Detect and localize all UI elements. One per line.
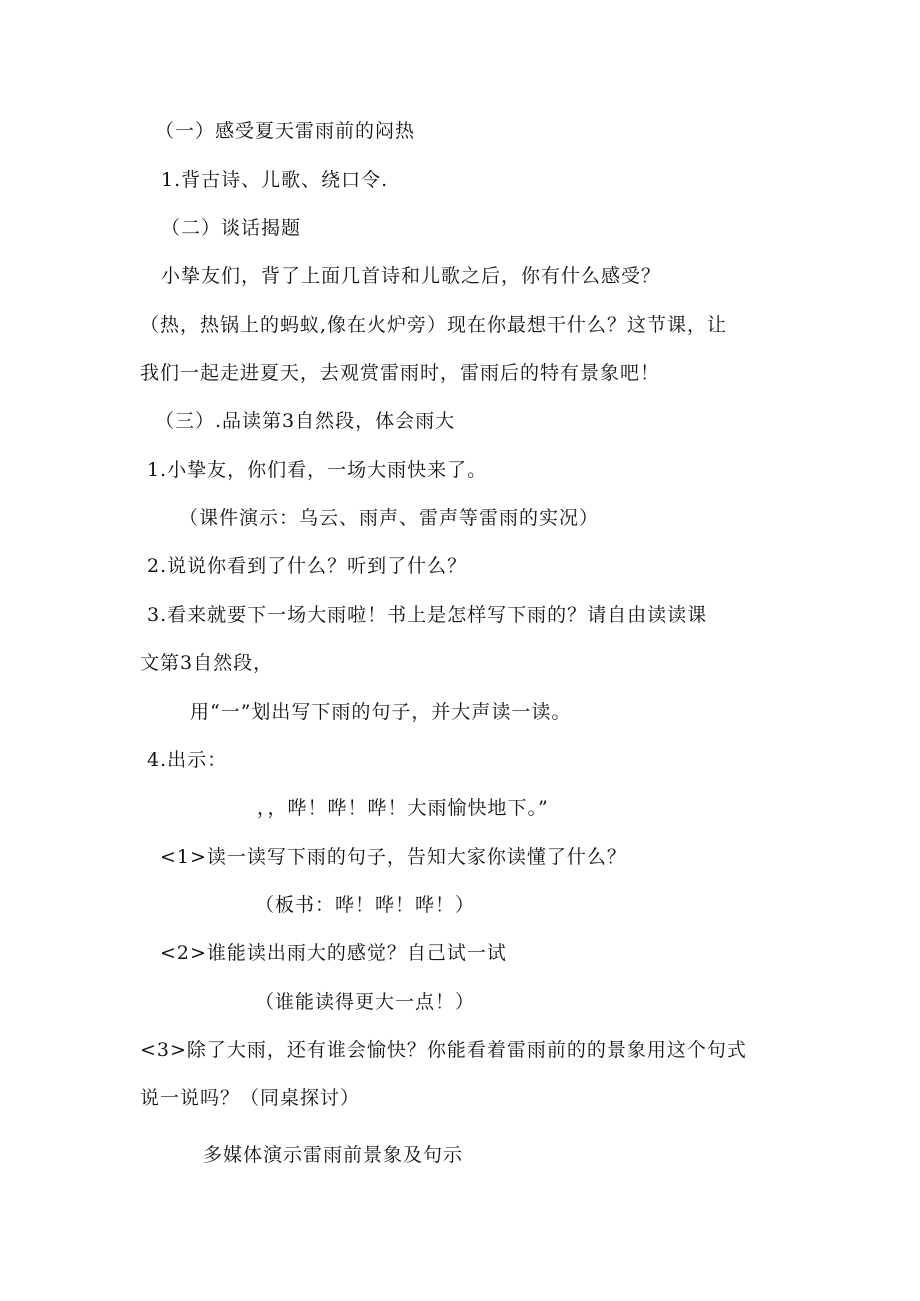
list-item: <1>读一读写下雨的句子，告知大家你读懂了什么？	[160, 846, 627, 868]
list-item: <2>谁能读出雨大的感觉？自己试一试	[160, 942, 507, 964]
list-item: 3.看来就要下一场大雨啦！书上是怎样写下雨的？请自由读读课	[147, 604, 708, 626]
paragraph-line: 我们一起走进夏天，去观赏雷雨时，雷雨后的特有景象吧！	[140, 362, 661, 384]
paragraph-line: （板书：哗！哗！哗！）	[255, 894, 476, 916]
quoted-sentence: ，，哗！哗！哗！大雨愉快地下。”	[257, 797, 549, 819]
section-heading-1: （一）感受夏天雷雨前的闷热	[155, 120, 416, 142]
paragraph-line: 用“一”划出写下雨的句子，并大声读一读。	[190, 701, 572, 723]
section-heading-2: （二）谈话揭题	[161, 217, 302, 239]
section-heading-3: （三）.品读第3自然段，体会雨大	[155, 410, 456, 432]
paragraph-line: 文第3自然段，	[140, 652, 274, 674]
paragraph-line: （课件演示：乌云、雨声、雷声等雷雨的实况）	[179, 507, 600, 529]
paragraph-line: 小挚友们，背了上面几首诗和儿歌之后，你有什么感受？	[161, 265, 662, 287]
list-item: 4.出示：	[147, 749, 228, 771]
paragraph-line: 多媒体演示雷雨前景象及句示	[203, 1144, 464, 1166]
paragraph-line: 说一说吗？（同桌探讨）	[140, 1087, 361, 1109]
paragraph-line: 1.背古诗、儿歌、绕口令.	[161, 169, 389, 191]
list-item: <3>除了大雨，还有谁会愉快？你能看着雷雨前的的景象用这个句式	[140, 1039, 747, 1061]
list-item: 2.说说你看到了什么？听到了什么？	[147, 555, 468, 577]
paragraph-line: （热，热锅上的蚂蚁,像在火炉旁）现在你最想干什么？这节课，让	[140, 314, 728, 336]
list-item: 1.小挚友，你们看，一场大雨快来了。	[147, 459, 488, 481]
paragraph-line: （谁能读得更大一点！）	[255, 991, 476, 1013]
